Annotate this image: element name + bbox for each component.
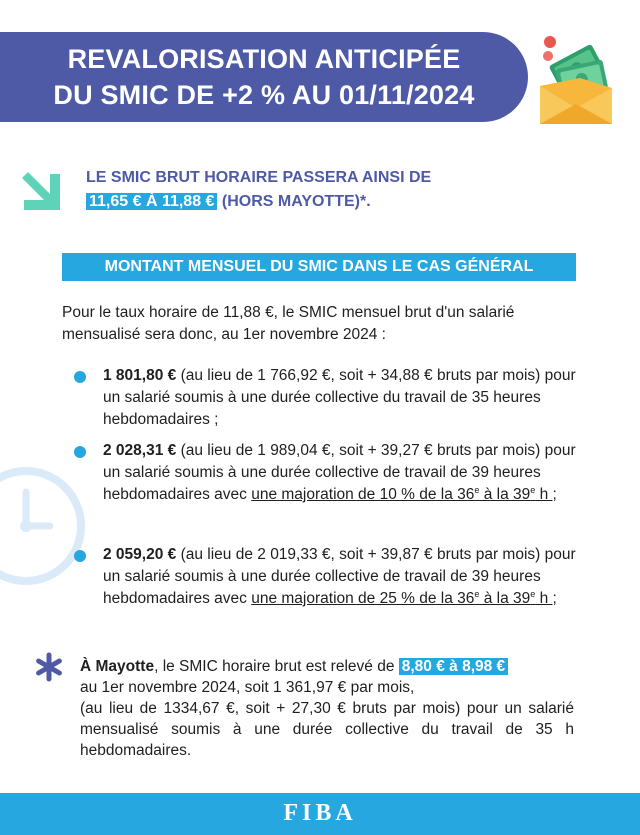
list-item-detail: (au lieu de 2 019,33 €, soit + 39,87 € bruts par mois) pour un salarié soumis à une durée collective de travail de 39 heures hebdomadaires avec [103, 546, 576, 607]
majoration-part: une majoration de 10 % de la 36 [251, 486, 475, 503]
money-envelope-icon [520, 28, 620, 128]
list-item-detail: (au lieu de 1 766,92 €, soit + 34,88 € bruts par mois) pour un salarié soumis à une durée collective du travail de 35 heures hebdomadaires ; [103, 367, 576, 428]
superscript: e [530, 588, 536, 599]
section-title: MONTANT MENSUEL DU SMIC DANS LE CAS GÉNÉRAL [62, 253, 576, 281]
intro-highlight: 11,65 € À 11,88 € [86, 193, 217, 210]
amount: 2 028,31 € [103, 442, 177, 459]
mayotte-text: , le SMIC horaire brut est relevé de [154, 658, 399, 675]
fiba-logo: FIBA [283, 800, 357, 826]
title-line-2: DU SMIC DE +2 % AU 01/11/2024 [53, 80, 475, 110]
list-item-end: ; [552, 590, 557, 607]
list-item-text [103, 365, 584, 431]
arrow-down-right-icon [20, 170, 60, 210]
amount: 1 801,80 € [103, 367, 177, 384]
bullet-dot [74, 550, 86, 562]
majoration-underlined [251, 486, 552, 503]
lead-paragraph: Pour le taux horaire de 11,88 €, le SMIC mensuel brut d'un salarié mensualisé sera donc, au 1er novembre 2024 : [62, 304, 515, 343]
list-item-detail: (au lieu de 1 989,04 €, soit + 39,27 € bruts par mois) pour un salarié soumis à une durée collective de travail de 39 heures hebdomadaires avec [103, 442, 576, 503]
asterisk-icon [34, 652, 64, 682]
list-item [74, 544, 584, 610]
majoration-part: à la 39 [479, 486, 531, 503]
list-item-end: ; [552, 486, 557, 503]
intro-text [86, 166, 606, 214]
list-item [74, 365, 584, 431]
amount: 2 059,20 € [103, 546, 177, 563]
mayotte-label: À Mayotte [80, 658, 155, 675]
mayotte-line-2: au 1er novembre 2024, soit 1 361,97 € par mois, [80, 679, 415, 696]
mayotte-note [80, 656, 574, 761]
title-banner [0, 32, 528, 122]
majoration-part: h [535, 590, 553, 607]
majoration-underlined [251, 590, 552, 607]
intro-line-1: LE SMIC BRUT HORAIRE PASSERA AINSI DE [86, 169, 432, 186]
mayotte-rest: (au lieu de 1334,67 €, soit + 27,30 € bruts par mois) pour un salarié mensualisé soumis à une durée collective du travail de 35 h hebdomadaires. [80, 700, 574, 759]
bullet-dot [74, 446, 86, 458]
superscript: e [474, 588, 480, 599]
footer [0, 793, 640, 835]
intro-suffix: (HORS MAYOTTE)*. [217, 193, 371, 210]
title-line-1: REVALORISATION ANTICIPÉE [67, 44, 461, 74]
list-item-text [103, 544, 584, 610]
mayotte-highlight: 8,80 € à 8,98 € [399, 658, 508, 675]
majoration-part: h [535, 486, 553, 503]
superscript: e [530, 484, 536, 495]
majoration-part: une majoration de 25 % de la 36 [251, 590, 475, 607]
superscript: e [474, 484, 480, 495]
bullet-dot [74, 371, 86, 383]
list-item-text [103, 440, 584, 506]
list-item [74, 440, 584, 506]
majoration-part: à la 39 [479, 590, 531, 607]
